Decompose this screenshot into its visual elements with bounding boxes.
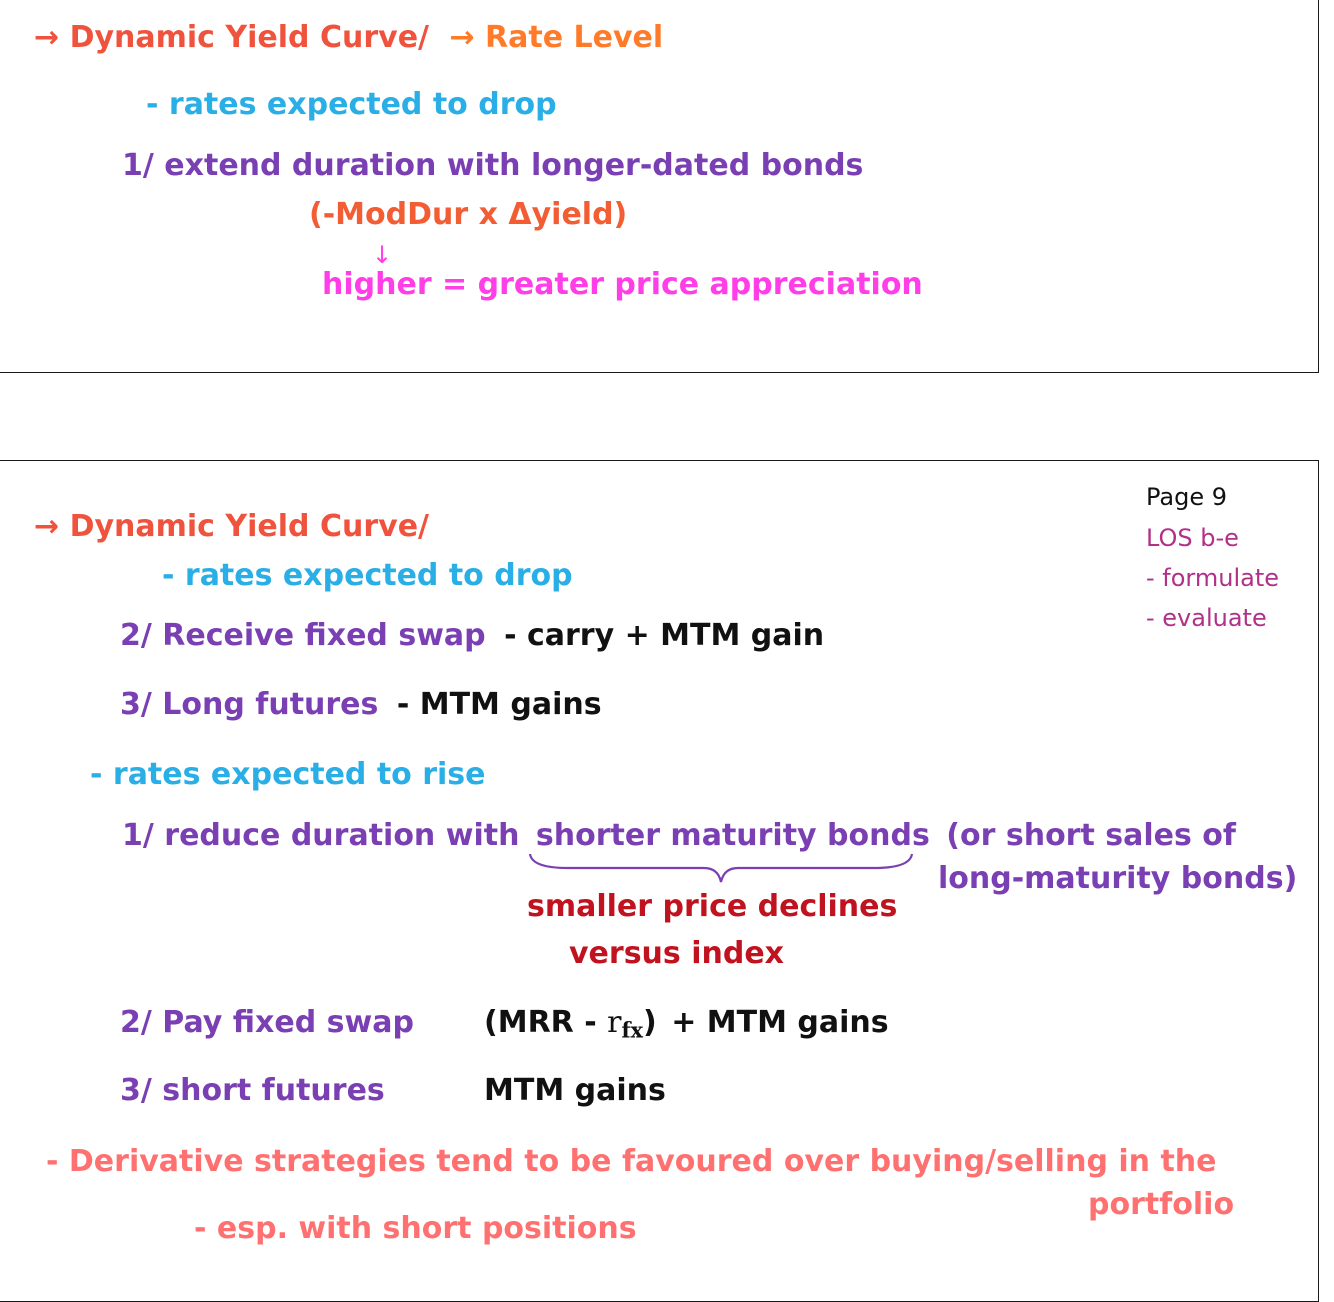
long-futures-label: 3/ Long futures: [120, 687, 379, 722]
receive-fixed-swap-label: 2/ Receive fixed swap: [120, 618, 486, 653]
bottom-heading: → Dynamic Yield Curve/: [34, 509, 429, 544]
reduce-duration-suffix: (or short sales of: [946, 818, 1236, 853]
formula-close: ): [643, 1005, 657, 1040]
drop-point-long-futures: [120, 687, 602, 722]
reduce-duration-suffix-line2: long-maturity bonds): [938, 861, 1298, 896]
top-formula-note: higher = greater price appreciation: [322, 267, 923, 302]
short-futures-label: 3/ short futures: [120, 1073, 385, 1108]
conclusion-sub: - esp. with short positions: [194, 1211, 637, 1246]
reduce-duration-bonds: shorter maturity bonds: [535, 818, 930, 853]
underbrace: [528, 850, 914, 886]
los-item-formulate: - formulate: [1146, 564, 1280, 592]
pay-fixed-swap-formula: [484, 1005, 889, 1043]
reduce-duration-prefix: 1/ reduce duration with: [122, 818, 520, 853]
receive-fixed-swap-detail: - carry + MTM gain: [504, 618, 825, 653]
top-formula: (-ModDur x Δyield): [309, 197, 628, 232]
page-number: Page 9: [1146, 483, 1227, 511]
bottom-bullet-rates-rise: - rates expected to rise: [90, 757, 486, 792]
long-futures-detail: - MTM gains: [396, 687, 602, 722]
formula-rest: + MTM gains: [671, 1005, 889, 1040]
rise-point-reduce-duration: [122, 818, 1236, 853]
brace-note-line2: versus index: [569, 936, 785, 971]
top-slide-panel: [0, 0, 1319, 373]
brace-note-line1: smaller price declines: [527, 889, 898, 924]
top-point-extend-duration: 1/ extend duration with longer-dated bonds: [122, 148, 864, 183]
bottom-bullet-rates-drop: - rates expected to drop: [162, 558, 573, 593]
down-arrow-icon: ↓: [372, 241, 393, 269]
top-bullet-rates-drop: - rates expected to drop: [146, 87, 557, 122]
formula-r: r: [607, 1005, 622, 1040]
drop-point-receive-fixed-swap: [120, 618, 825, 653]
pay-fixed-swap-label: 2/ Pay fixed swap: [120, 1005, 414, 1040]
short-futures-detail: MTM gains: [484, 1073, 666, 1108]
top-heading-rate-level: → Rate Level: [449, 20, 664, 55]
top-heading: [34, 20, 664, 55]
formula-open: (MRR -: [484, 1005, 597, 1040]
conclusion-line2: portfolio: [1088, 1187, 1235, 1222]
los-label: LOS b-e: [1146, 524, 1239, 552]
formula-sub-fx: fx: [621, 1017, 644, 1043]
top-heading-prefix: → Dynamic Yield Curve/: [34, 20, 429, 55]
los-item-evaluate: - evaluate: [1146, 604, 1267, 632]
conclusion-line1: - Derivative strategies tend to be favoured over buying/selling in the: [46, 1144, 1217, 1179]
